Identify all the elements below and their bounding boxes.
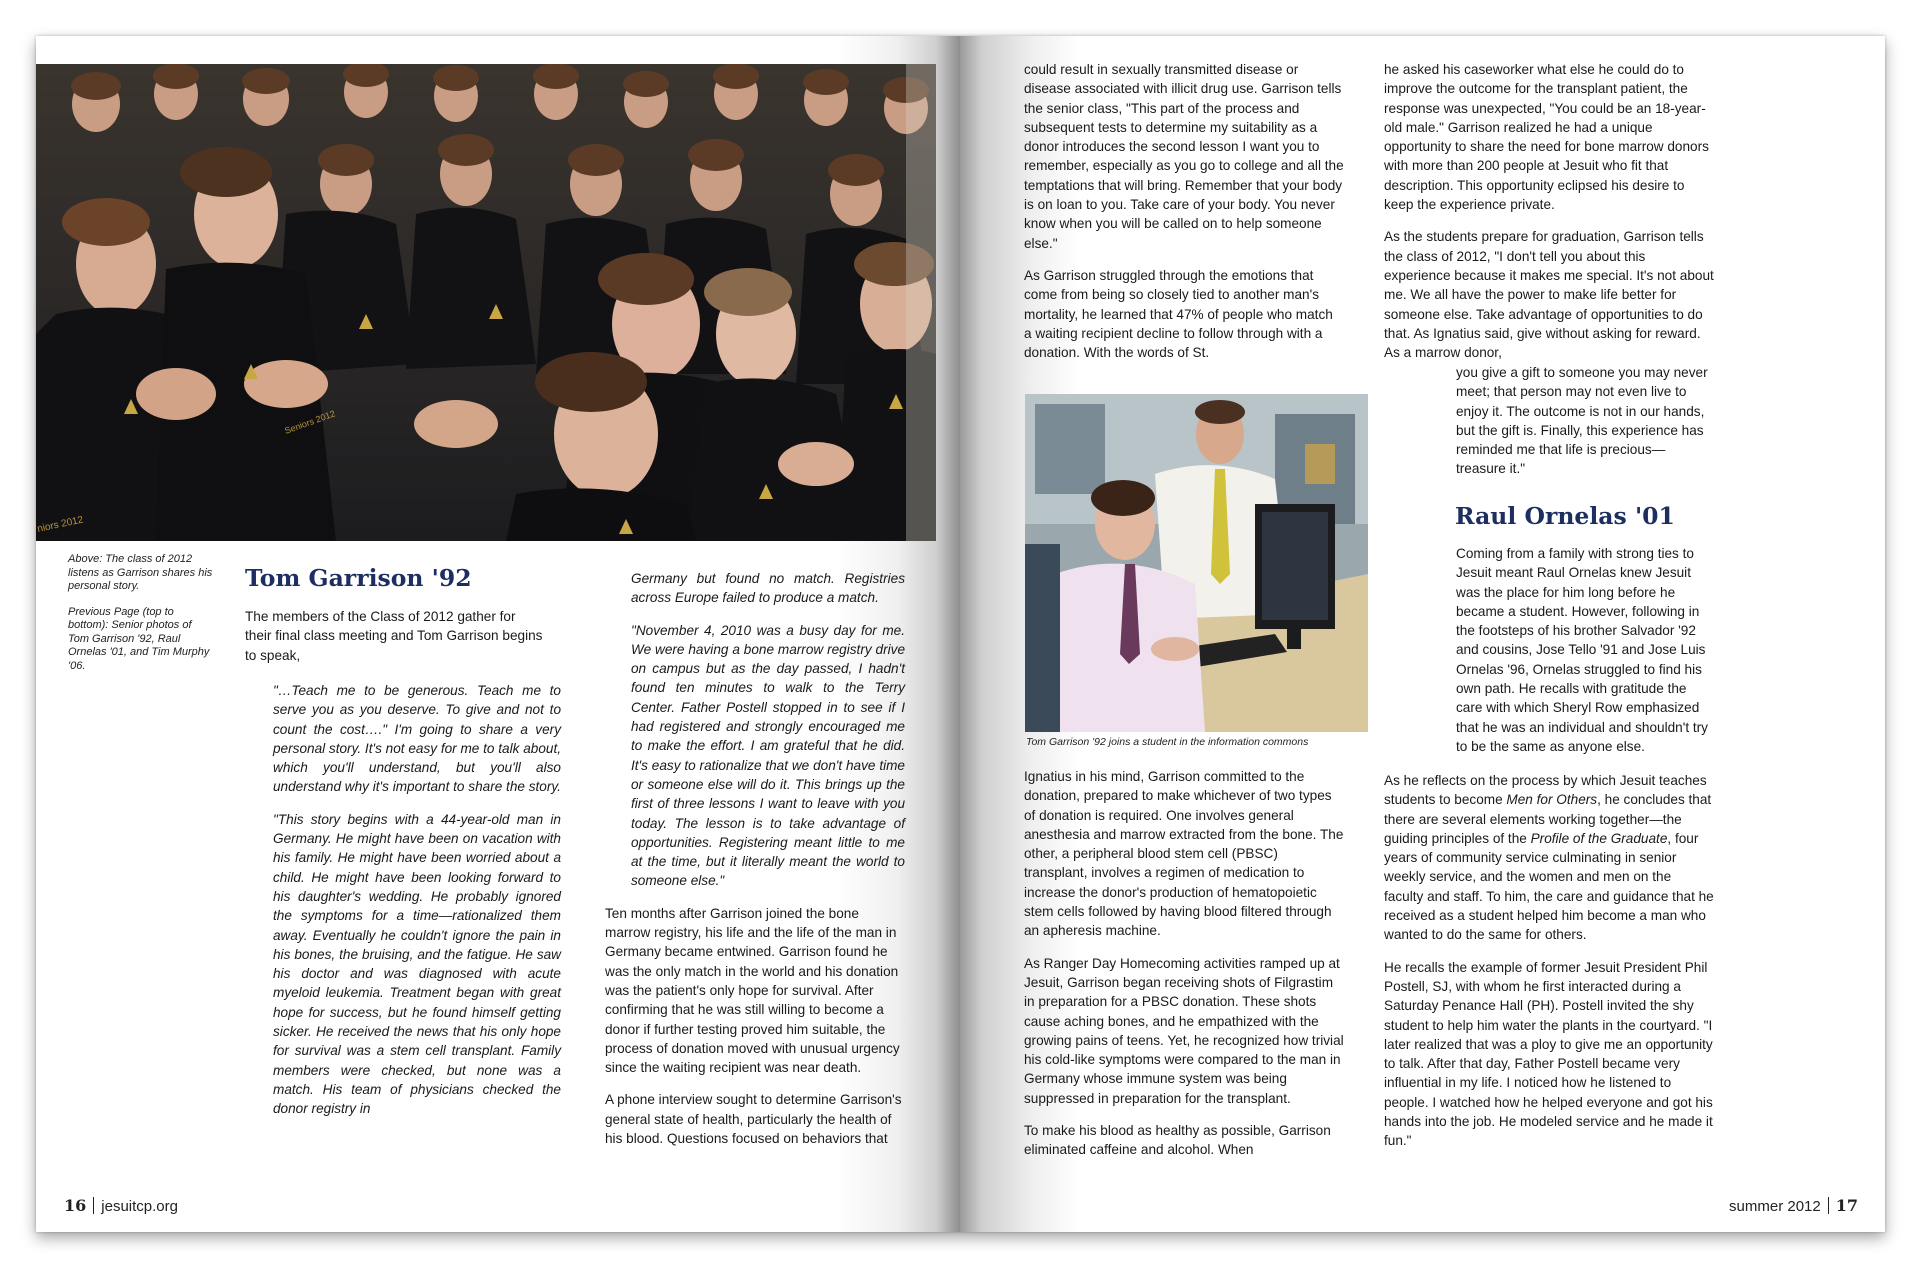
left-footer <box>64 1196 178 1217</box>
body-paragraph-gift: you give a gift to someone you may never meet; that person may not even live to enjoy it. The outcome is not in our hands, but the gift is. Finally, this experience has reminded me that life is precious—treasure it." <box>1456 365 1708 477</box>
body-paragraph-caffeine: To make his blood as healthy as possible, Garrison eliminated caffeine and alcohol. When <box>1024 1123 1331 1158</box>
shirt-text: Seniors 2012 <box>283 408 337 436</box>
left-page <box>36 36 960 1232</box>
text-run: , four years of community service culminating in senior weekly service, and the women and men on the faculty and staff. To him, the care and guidance that he received as a student helped him become a man who wanted to do the same for others. <box>1384 830 1714 943</box>
text-run: , he concludes that there are several elements working together—the guiding principles of the <box>1384 792 1712 846</box>
profile-italic: Profile of the Graduate <box>1530 830 1668 846</box>
body-paragraph-ten-months: Ten months after Garrison joined the bone marrow registry, his life and the life of the man in Germany became entwined. Garrison found he was the only match in the world and his donation was the patient's only hope for survival. After confirming that he was still willing to become a donor if further testing proved him suitable, the process of donation moved with unusual urgency since the waiting recipient was near death. <box>605 905 900 1076</box>
right-footer <box>1729 1196 1858 1217</box>
right-page <box>960 36 1885 1232</box>
article-heading-raul-ornelas: Raul Ornelas '01 <box>1455 502 1675 530</box>
footer-site: jesuitcp.org <box>101 1198 178 1215</box>
quote-continued: Germany but found no match. Registries across Europe failed to produce a match. <box>631 571 905 606</box>
body-paragraph-graduation: As the students prepare for graduation, Garrison tells the class of 2012, "I don't tell you about this experience because it makes me special. It's not about me. We all have the power to make life better for someone else. Take advantage of opportunities to do that. As Ignatius said, give without asking for reward. As a marrow donor, <box>1384 229 1714 361</box>
page-number: 17 <box>1835 1196 1858 1215</box>
body-paragraph-ranger-day: As Ranger Day Homecoming activities ramped up at Jesuit, Garrison began receiving shots of Filgrastim in preparation for a PBSC donation. These shots cause aching bones, and he empathized with the growing pains of teens. Yet, he recognized how trivial his cold-like symptoms were compared to the man in Germany whose immune system was being suppressed in preparation for the transplant. <box>1024 955 1344 1106</box>
right-column-2-bottom <box>1384 771 1714 1164</box>
body-paragraph-sti: could result in sexually transmitted disease or disease associated with illicit drug use. Garrison tells the senior class, "This part of the process and subsequent tests to determine my suitability as a donor introduces the second lesson I want you to remember, especially as you go to college and all the temptations that will bring. Remember that your body is on loan to you. Take care of your body. You never know when you will be called on to help someone else." <box>1024 62 1344 251</box>
body-paragraph-ignatius: Ignatius in his mind, Garrison committed to the donation, prepared to make whichever of two types of donation is required. One involves general anesthesia and marrow extracted from the bone. The other, a peripheral blood stem cell (PBSC) transplant, involves a regimen of medication to increase the donor's production of hematopoietic stem cells followed by having blood filtered through an apheresis machine. <box>1024 769 1344 939</box>
mentor-photo <box>1025 394 1368 732</box>
body-paragraph-men-for-others <box>1384 771 1714 945</box>
body-paragraph-caseworker: he asked his caseworker what else he could do to improve the outcome for the transplant patient, the response was unexpected, "You could be an 18-year-old male." Garrison realized he had a unique opportunity to share the need for bone marrow donors with more than 200 people at Jesuit who fit that description. This opportunity eclipsed his desire to keep the experience private. <box>1384 62 1709 213</box>
left-column-1 <box>245 607 561 678</box>
photo-caption <box>68 553 213 673</box>
quote-paragraph-2: "This story begins with a 44-year-old man in Germany. He might have been on vacation with his family. He might have been worried about a child. He might have been looking forward to his daughter's wedding. He probably ignored the symptoms for a time—rationalized them away. Eventually he couldn't ignore the pain in his bones, the bruising, and the fatigue. He saw his doctor and was diagnosed with acute myeloid leukemia. Treatment began with great hope for success, but he found himself getting sicker. He received the news that his only hope for survival was a stem cell transplant. Family members were checked, but none was a match. His team of physicians checked the donor registry in <box>273 811 561 1117</box>
students-seated-image <box>36 64 936 541</box>
left-column-2 <box>605 569 905 1161</box>
right-column-2-ornelas <box>1456 544 1714 756</box>
quote-paragraph-1: "…Teach me to be generous. Teach me to serve you as you deserve. To give and not to count the cost…." I'm going to share a very personal story. It's not easy for me to talk about, which you'll understand, but you'll also understand why it's important to share the story. <box>273 683 561 795</box>
body-paragraph-emotions: As Garrison struggled through the emotions that come from being so closely tied to another man's mortality, he learned that 47% of people who match a waiting recipient decline to follow through with a donation. With the words of St. <box>1024 267 1333 361</box>
caption-above: Above: The class of 2012 listens as Garrison shares his personal story. <box>68 553 213 592</box>
body-paragraph-family: Coming from a family with strong ties to Jesuit meant Raul Ornelas knew Jesuit was the place for him long before he became a student. However, following in the footsteps of his brother Salvador '92 and cousins, Jose Tello '91 and Jose Luis Ornelas '96, Ornelas struggled to find his own path. He recalls with gratitude the care with which Sheryl Row emphasized that he was an individual and shouldn't try to be the same as anyone else. <box>1456 546 1708 754</box>
garrison-with-student-image <box>1025 394 1368 732</box>
class-photo <box>36 64 936 541</box>
shirt-text-edge: niors 2012 <box>36 514 85 535</box>
right-column-2-top <box>1384 60 1714 362</box>
body-paragraph-phone-interview: A phone interview sought to determine Garrison's general state of health, particularly the health of his blood. Questions focused on behaviors that <box>605 1092 902 1147</box>
footer-divider <box>1828 1197 1829 1214</box>
article-heading-tom-garrison: Tom Garrison '92 <box>245 564 472 592</box>
quote-paragraph-3: "November 4, 2010 was a busy day for me. We were having a bone marrow registry drive on campus but as the day passed, I hadn't found ten minutes to walk to the Terry Center. Father Postell stopped in to see if I had registered and strongly encouraged me to make the effort. I am grateful that he did. It's easy to rationalize that we don't have time or someone else will do it. This brings up the first of three lessons I want to leave with you today. The lesson is to take advantage of opportunities. Registering meant little to me at the time, but it literally meant the world to someone else." <box>631 622 905 889</box>
men-for-others-italic: Men for Others <box>1506 792 1598 808</box>
right-column-1-bottom <box>1024 767 1344 1173</box>
text-run: As he reflects on the process by which Jesuit teaches students to become <box>1384 773 1707 808</box>
mentor-photo-caption: Tom Garrison '92 joins a student in the information commons <box>1026 736 1309 748</box>
intro-paragraph: The members of the Class of 2012 gather for their final class meeting and Tom Garrison begins to speak, <box>245 609 543 663</box>
body-paragraph-postell: He recalls the example of former Jesuit President Phil Postell, SJ, with whom he first interacted during a Saturday Penance Hall (PH). Postell invited the shy student to help him water the plants in the courtyard. "I later realized that was a ploy to give me an opportunity to talk. After that day, Father Postell became very influential in my life. I noticed how he listened to people. I watched how he helped everyone and got his hands into the job. He modeled service and he made it fun." <box>1384 959 1713 1149</box>
right-column-2-wrap <box>1456 363 1714 479</box>
footer-divider <box>93 1197 94 1214</box>
footer-issue: summer 2012 <box>1729 1198 1821 1215</box>
caption-previous-page: Previous Page (top to bottom): Senior photos of Tom Garrison '92, Raul Ornelas '01, and Tim Murphy '06. <box>68 605 210 672</box>
magazine-spread <box>36 36 1885 1232</box>
left-column-1-quotes <box>273 681 561 1132</box>
right-column-1-top <box>1024 60 1344 375</box>
page-number: 16 <box>64 1196 87 1215</box>
